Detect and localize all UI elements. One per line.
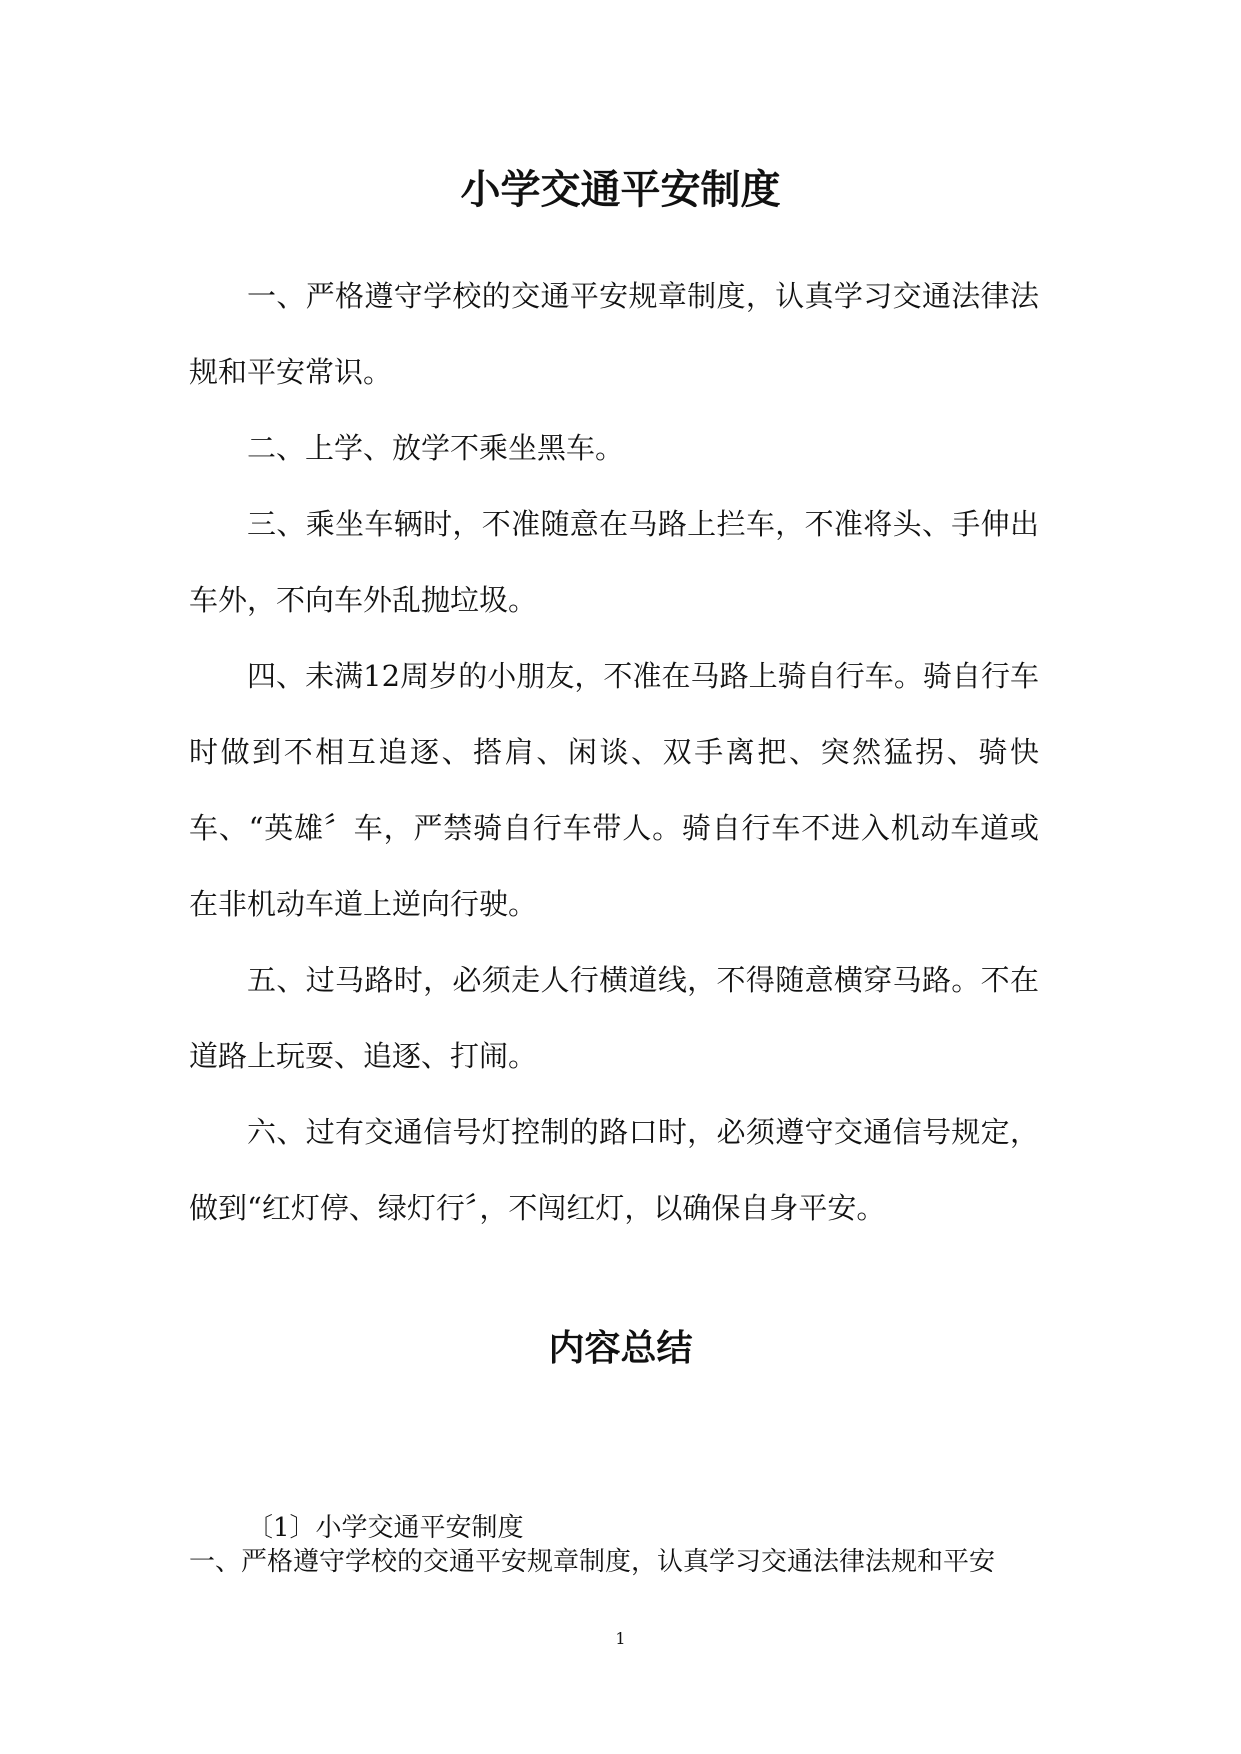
page-number: 1 <box>615 1629 626 1648</box>
summary-section <box>189 1511 1039 1579</box>
document-title: 小学交通平安制度 <box>460 166 781 213</box>
rule-paragraph-4: 四、未满12周岁的小朋友，不准在马路上骑自行车。骑自行车时做到不相互追逐、搭肩、闲谈、双手离把、突然猛拐、骑快车、“英雄〞车，严禁骑自行车带人。骑自行车不进入机动车道或在非机动车道上逆向行驶。 <box>189 659 1039 921</box>
rule-paragraph-2: 二、上学、放学不乘坐黑车。 <box>247 431 625 465</box>
rule-paragraph-5: 五、过马路时，必须走人行横道线，不得随意横穿马路。不在道路上玩耍、追逐、打闹。 <box>189 963 1039 1073</box>
rule-paragraph-3: 三、乘坐车辆时，不准随意在马路上拦车，不准将头、手伸出车外，不向车外乱抛垃圾。 <box>189 507 1039 617</box>
summary-excerpt: 一、严格遵守学校的交通平安规章制度，认真学习交通法律法规和平安 <box>189 1547 996 1577</box>
summary-title: 内容总结 <box>548 1327 693 1369</box>
document-body <box>189 258 1039 1246</box>
summary-heading: 〔1〕小学交通平安制度 <box>247 1513 524 1543</box>
rule-paragraph-1: 一、严格遵守学校的交通平安规章制度，认真学习交通法律法规和平安常识。 <box>189 279 1039 389</box>
rule-paragraph-6: 六、过有交通信号灯控制的路口时，必须遵守交通信号规定，做到“红灯停、绿灯行〞，不闯红灯，以确保自身平安。 <box>189 1115 1039 1225</box>
